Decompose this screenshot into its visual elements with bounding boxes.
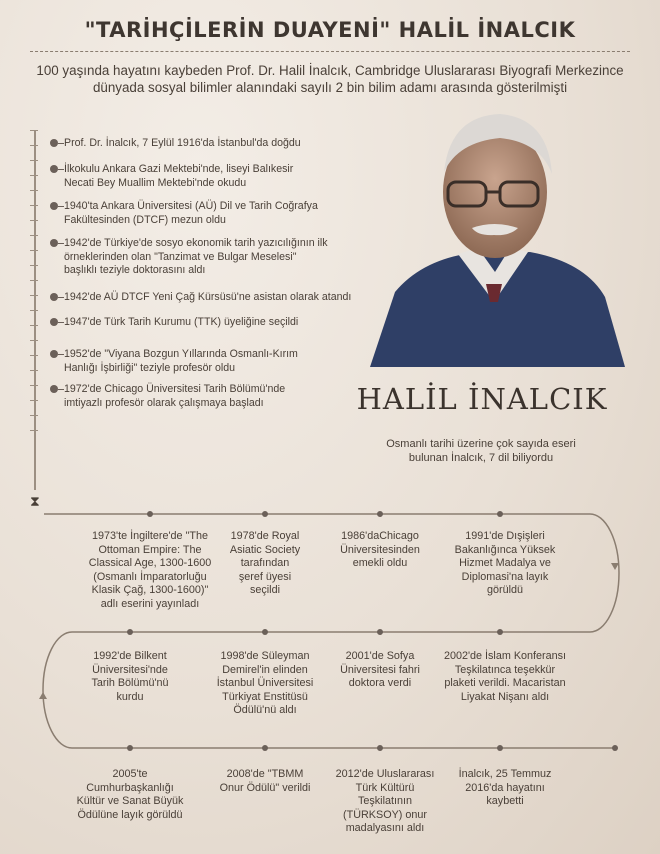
timeline-event: 1992'de Bilkent Üniversitesi'nde Tarih Bölümü'nü kurdu (91, 650, 169, 703)
timeline-entry: İlkokulu Ankara Gazi Mektebi'nde, liseyi Balıkesir Necati Bey Muallim Mektebi'nde okudu (64, 163, 294, 189)
profile-caption: Osmanlı tarihi üzerine çok sayıda eseri bulunan İnalcık, 7 dil biliyordu (386, 438, 576, 464)
hourglass-icon: ⧗ (30, 493, 40, 509)
page-title: "TARİHÇİLERİN DUAYENİ" HALİL İNALCIK (84, 18, 576, 42)
subtitle-line: dünyada sosyal bilimler alanındaki sayılı 2 bin bilim adamı arasında gösterilmişti (92, 80, 568, 95)
timeline-event: 1998'de Süleyman Demirel'in elinden İstanbul Üniversitesi Türkiyat Enstitüsü Ödülü'nü aldı (216, 650, 314, 716)
timeline-event: 2005'te Cumhurbaşkanlığı Kültür ve Sanat Büyük Ödülüne layık görüldü (76, 768, 184, 821)
timeline-event: 1991'de Dışişleri Bakanlığınca Yüksek Hizmet Madalya ve Diplomasi'na layık görüldü (454, 530, 556, 596)
timeline-entry: 1947'de Türk Tarih Kurumu (TTK) üyeliğine seçildi (64, 316, 299, 328)
timeline-event: 2008'de "TBMM Onur Ödülü" verildi (219, 768, 311, 794)
timeline-event: 1978'de Royal Asiatic Society tarafından şeref üyesi seçildi (229, 530, 301, 596)
timeline-event: 1973'te İngiltere'de "The Ottoman Empire: The Classical Age, 1300-1600 (Osmanlı İmparatorluğu Klasik Çağ, 1300-1600)" adlı eserini yayınladı (88, 530, 212, 610)
timeline-event: 2012'de Uluslararası Türk Kültürü Teşkilatının (TÜRKSOY) onur madalyasını aldı (335, 768, 435, 834)
profile-name: HALİL İNALCIK (356, 382, 608, 416)
timeline-event: İnalcık, 25 Temmuz 2016'da hayatını kaybetti (458, 768, 552, 807)
timeline-entry: 1972'de Chicago Üniversitesi Tarih Bölümü'nde imtiyazlı profesör olarak çalışmaya başladı (64, 383, 286, 409)
timeline-event: 2001'de Sofya Üniversitesi fahri doktora verdi (340, 650, 420, 689)
timeline-event: 1986'daChicago Üniversitesinden emekli oldu (340, 530, 420, 569)
timeline-entry: 1940'ta Ankara Üniversitesi (AÜ) Dil ve Tarih Coğrafya Fakültesinden (DTCF) mezun oldu (64, 200, 318, 226)
timeline-entry: 1952'de "Viyana Bozgun Yıllarında Osmanlı-Kırım Hanlığı İşbirliği" teziyle profesör oldu (64, 348, 298, 374)
subtitle-line: 100 yaşında hayatını kaybeden Prof. Dr. Halil İnalcık, Cambridge Uluslararası Biyografi Merkezince (36, 63, 624, 78)
timeline-entry: 1942'de AÜ DTCF Yeni Çağ Kürsüsü'ne asistan olarak atandı (64, 291, 352, 303)
timeline-entry: Prof. Dr. İnalcık, 7 Eylül 1916'da İstanbul'da doğdu (64, 137, 301, 149)
timeline-entry: 1942'de Türkiye'de sosyo ekonomik tarih yazıcılığının ilk örneklerinden olan "Tanzimat ve Bulgar Meselesi" başlıklı teziyle doktorasını aldı (64, 237, 328, 276)
timeline-event: 2002'de İslam Konferansı Teşkilatınca teşekkür plaketi verildi. Macaristan Liyakat Nişanı aldı (443, 650, 567, 703)
